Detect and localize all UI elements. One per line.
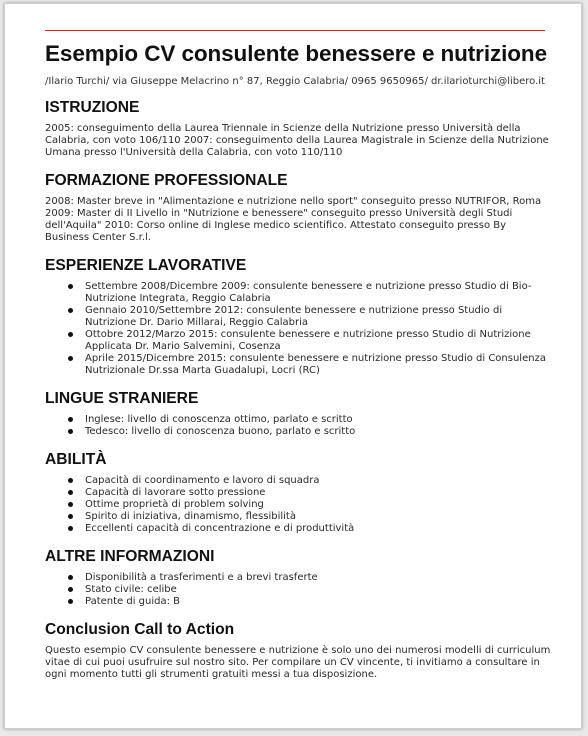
bullet-icon (68, 587, 73, 592)
document-title: Esempio CV consulente benessere e nutrizione (45, 41, 547, 66)
list-item: Capacità di lavorare sotto pressione (85, 487, 551, 499)
bullet-icon (68, 526, 73, 531)
header-accent-line (45, 30, 545, 31)
section-heading-conclusion: Conclusion Call to Action (45, 621, 235, 638)
section-heading-istruzione: ISTRUZIONE (45, 99, 140, 116)
lingue-list (45, 414, 551, 438)
bullet-icon (68, 514, 73, 519)
bullet-icon (68, 308, 73, 313)
list-item: Settembre 2008/Dicembre 2009: consulente benessere e nutrizione presso Studio di Bio-Nutrizione Integrata, Reggio Calabria (85, 281, 551, 305)
bullet-icon (68, 490, 73, 495)
bullet-icon (68, 478, 73, 483)
abilita-list (45, 475, 551, 535)
list-item: Inglese: livello di conoscenza ottimo, parlato e scritto (85, 414, 551, 426)
cv-page (4, 3, 582, 729)
altre-list (45, 572, 551, 608)
esperienze-list (45, 281, 551, 377)
formazione-text: 2008: Master breve in "Alimentazione e nutrizione nello sport" conseguito presso NUTRIFOR, Roma 2009: Master di II Livello in "Nutrizione e benessere" conseguito presso Università degli Studi dell'Aquila" 2010: Corso online di Inglese medico scientifico. Attestato conseguito presso By Business Center S.r.l. (45, 196, 542, 243)
bullet-icon (68, 502, 73, 507)
bullet-icon (68, 332, 73, 337)
list-item: Aprile 2015/Dicembre 2015: consulente benessere e nutrizione presso Studio di Consulenza Nutrizionale Dr.ssa Marta Guadalupi, Locri (RC) (85, 353, 551, 377)
bullet-icon (68, 356, 73, 361)
section-heading-formazione: FORMAZIONE PROFESSIONALE (45, 172, 288, 189)
section-heading-abilita: ABILITÀ (45, 451, 107, 468)
section-heading-lingue: LINGUE STRANIERE (45, 390, 199, 407)
list-item: Spirito di iniziativa, dinamismo, flessibilità (85, 511, 551, 523)
istruzione-text: 2005: conseguimento della Laurea Triennale in Scienze della Nutrizione presso Università della Calabria, con voto 106/110 2007: conseguimento della Laurea Magistrale in Scienze della Nutrizione Umana presso l'Università della Calabria, con voto 110/110 (45, 123, 549, 158)
section-heading-altre: ALTRE INFORMAZIONI (45, 548, 215, 565)
bullet-icon (68, 599, 73, 604)
list-item: Stato civile: celibe (85, 584, 551, 596)
list-item: Patente di guida: B (85, 596, 551, 608)
bullet-icon (68, 284, 73, 289)
list-item: Gennaio 2010/Settembre 2012: consulente benessere e nutrizione presso Studio di Nutrizione Dr. Dario Millarai, Reggio Calabria (85, 305, 551, 329)
cv-content (45, 41, 551, 693)
list-item: Ottobre 2012/Marzo 2015: consulente benessere e nutrizione presso Studio di Nutrizione Applicata Dr. Mario Salvemini, Cosenza (85, 329, 551, 353)
contact-info: /Ilario Turchi/ via Giuseppe Melacrino n° 87, Reggio Calabria/ 0965 9650965/ dr.ilarioturchi@libero.it (45, 76, 545, 87)
conclusion-text: Questo esempio CV consulente benessere e nutrizione è solo uno dei numerosi modelli di curriculum vitae di cui puoi usufruire sul nostro sito. Per compilare un CV vincente, ti invitiamo a consultare in ogni momento tutti gli strumenti gratuiti messi a tua disposizione. (45, 645, 551, 680)
bullet-icon (68, 417, 73, 422)
list-item: Tedesco: livello di conoscenza buono, parlato e scritto (85, 426, 551, 438)
list-item: Disponibilità a trasferimenti e a brevi trasferte (85, 572, 551, 584)
list-item: Capacità di coordinamento e lavoro di squadra (85, 475, 551, 487)
list-item: Ottime proprietà di problem solving (85, 499, 551, 511)
list-item: Eccellenti capacità di concentrazione e di produttività (85, 523, 551, 535)
bullet-icon (68, 429, 73, 434)
section-heading-esperienze: ESPERIENZE LAVORATIVE (45, 257, 247, 274)
bullet-icon (68, 575, 73, 580)
